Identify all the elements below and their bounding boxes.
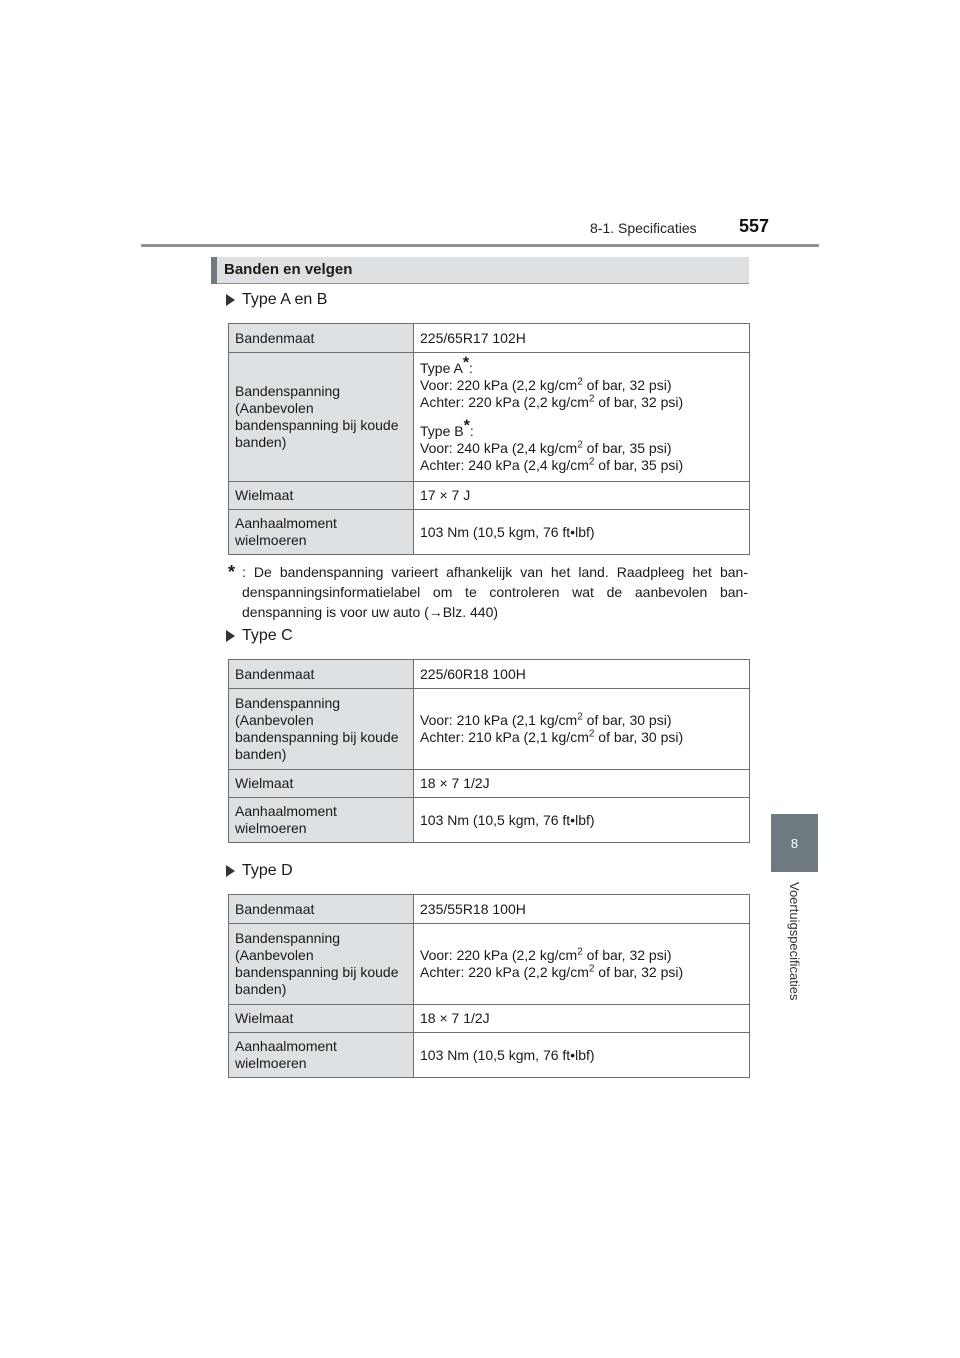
table-value: Voor: 210 kPa (2,1 $kg/cm^2$ of bar, 30 psi) Achter: 210 kPa (2,1 $kg/cm^2$ of bar, 30 psi) bbox=[414, 689, 750, 770]
triangle-bullet-icon bbox=[226, 865, 235, 877]
table-value: Voor: 220 kPa (2,2 $kg/cm^2$ of bar, 32 psi) Achter: 220 kPa (2,2 $kg/cm^2$ of bar, 32 psi) bbox=[414, 924, 750, 1005]
table-key: Aanhaalmoment wielmoeren bbox=[229, 510, 414, 555]
pressure-type-a: Type A*: Voor: 220 kPa (2,2 $kg/cm^2$ of bar, 32 psi) Achter: 220 kPa (2,2 $kg/cm^2$ of bar, 32 psi) bbox=[420, 354, 684, 410]
section-heading-band bbox=[211, 257, 749, 284]
table-key: Bandenmaat bbox=[229, 660, 414, 689]
chapter-tab: 8 bbox=[771, 814, 818, 872]
table-row bbox=[229, 798, 750, 843]
spec-table-type-c bbox=[228, 659, 750, 843]
spec-table-type-a-b bbox=[228, 323, 750, 555]
section-heading: Banden en velgen bbox=[224, 261, 353, 278]
section-label: 8-1. Specificaties bbox=[590, 220, 697, 236]
chapter-side-label-text: Voertuigspecificaties bbox=[787, 882, 802, 1001]
table-row bbox=[229, 1005, 750, 1033]
subheading-type-c bbox=[226, 627, 293, 645]
table-key: Aanhaalmoment wielmoeren bbox=[229, 1033, 414, 1078]
table-value: 18 × 7 1/2J bbox=[414, 1005, 750, 1033]
table-key: Aanhaalmoment wielmoeren bbox=[229, 798, 414, 843]
pressure-type-b: Type B*: Voor: 240 kPa (2,4 $kg/cm^2$ of bar, 35 psi) Achter: 240 kPa (2,4 $kg/cm^2$ of bar, 35 psi) bbox=[420, 417, 684, 473]
table-row bbox=[229, 510, 750, 555]
table-value: 235/55R18 100H bbox=[414, 895, 750, 924]
table-row bbox=[229, 895, 750, 924]
table-row bbox=[229, 660, 750, 689]
table-value bbox=[414, 353, 750, 482]
table-key: Bandenspanning (Aanbevolen bandenspanning bij koude banden) bbox=[229, 689, 414, 770]
table-row bbox=[229, 770, 750, 798]
subheading-text: Type D bbox=[242, 862, 293, 879]
table-key: Bandenmaat bbox=[229, 895, 414, 924]
table-row bbox=[229, 482, 750, 510]
page-number: 557 bbox=[739, 216, 770, 236]
table-value: 103 Nm (10,5 kgm, 76 ft•lbf) bbox=[414, 798, 750, 843]
table-row bbox=[229, 689, 750, 770]
header-rule bbox=[141, 244, 819, 247]
table-row bbox=[229, 324, 750, 353]
spec-table-type-d bbox=[228, 894, 750, 1078]
chapter-side-label bbox=[788, 882, 802, 1022]
table-key: Bandenmaat bbox=[229, 324, 414, 353]
subheading-type-d bbox=[226, 862, 293, 880]
table-value: 103 Nm (10,5 kgm, 76 ft•lbf) bbox=[414, 510, 750, 555]
table-value: 225/65R17 102H bbox=[414, 324, 750, 353]
table-row bbox=[229, 924, 750, 1005]
table-value: 103 Nm (10,5 kgm, 76 ft•lbf) bbox=[414, 1033, 750, 1078]
table-key: Wielmaat bbox=[229, 1005, 414, 1033]
footnote-mark: * bbox=[228, 562, 236, 582]
footnote bbox=[228, 562, 748, 622]
table-key: Bandenspanning (Aanbevolen bandenspanning bij koude banden) bbox=[229, 924, 414, 1005]
table-key: Bandenspanning (Aanbevolen bandenspanning bij koude banden) bbox=[229, 353, 414, 482]
table-row bbox=[229, 353, 750, 482]
subheading-text: Type C bbox=[242, 627, 293, 644]
table-key: Wielmaat bbox=[229, 482, 414, 510]
table-key: Wielmaat bbox=[229, 770, 414, 798]
table-value: 225/60R18 100H bbox=[414, 660, 750, 689]
subheading-type-a-b bbox=[226, 291, 327, 309]
subheading-text: Type A en B bbox=[242, 291, 328, 308]
table-value: 18 × 7 1/2J bbox=[414, 770, 750, 798]
triangle-bullet-icon bbox=[226, 630, 235, 642]
section-heading-bar bbox=[211, 257, 217, 284]
triangle-bullet-icon bbox=[226, 294, 235, 306]
table-value: 17 × 7 J bbox=[414, 482, 750, 510]
footnote-text: : De bandenspanning varieert afhankelijk van het land. Raadpleeg het bandenspanningsinformatielabel om te controleren wat de aanbevolen bandenspanning is voor uw auto (→Blz. 440) bbox=[242, 564, 748, 620]
table-row bbox=[229, 1033, 750, 1078]
